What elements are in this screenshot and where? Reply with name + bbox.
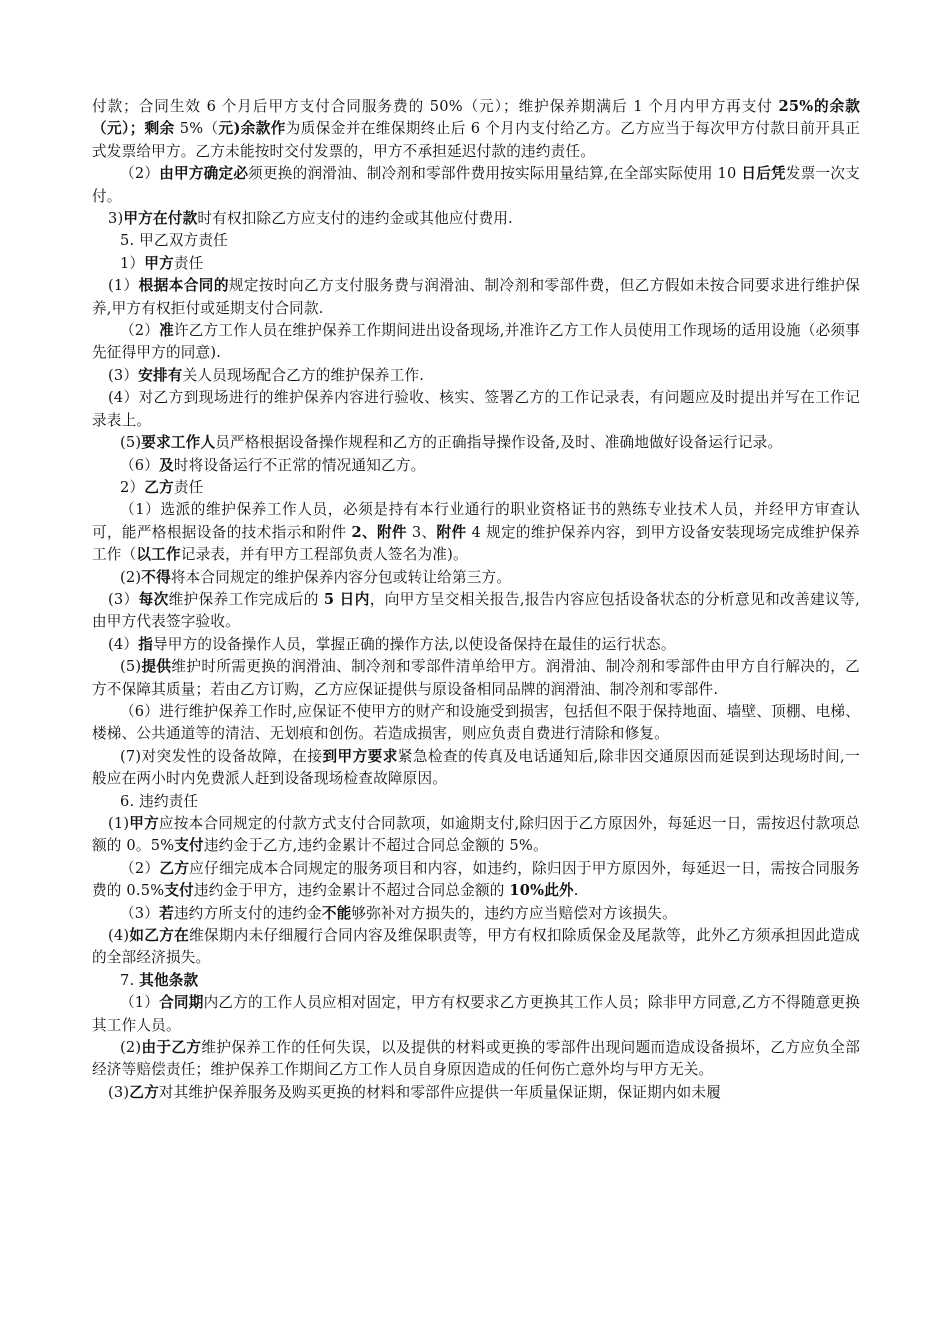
text-run: 内乙方的工作人员应相对固定，甲方有权要求乙方更换其工作人员；除非甲方同意,乙方不得随意更换其工作人员。 <box>92 994 860 1034</box>
text-run: (2) <box>120 1039 142 1057</box>
paragraph <box>92 656 860 701</box>
text-run: (3) <box>108 1083 130 1101</box>
text-run: (3） <box>108 366 139 384</box>
paragraph <box>92 163 860 208</box>
text-run: 发票一次支付。 <box>92 165 860 205</box>
text-run: (3） <box>108 590 139 608</box>
bold-text-run: 以工作 <box>136 546 181 564</box>
bold-text-run: 由甲方确定必 <box>159 165 249 183</box>
text-run: （6） <box>120 456 160 474</box>
bold-text-run: 若 <box>159 904 174 922</box>
document-page <box>92 96 860 1104</box>
text-run: (1) <box>108 815 130 832</box>
bold-text-run: 乙方 <box>144 478 174 496</box>
bold-text-run: 不能 <box>321 904 352 922</box>
bold-text-run: 到甲方要求 <box>322 747 398 765</box>
paragraph <box>92 858 860 903</box>
text-run: 违约方所支付的违约金 <box>173 904 322 922</box>
paragraph <box>92 1037 860 1082</box>
paragraph <box>92 96 860 163</box>
text-run: 1） <box>120 254 145 272</box>
paragraph <box>92 589 860 634</box>
text-run: （2） <box>120 859 160 877</box>
text-run: 3) <box>108 210 124 228</box>
bold-text-run: 甲方在付款 <box>123 210 198 228</box>
text-run: 维护保养工作的任何失误，以及提供的材料或更换的零部件出现问题而造成设备损坏，乙方应负全部经济等赔偿责任；维护保养工作期间乙方工作人员自身原因造成的任何伤亡意外均与甲方无关。 <box>92 1039 860 1079</box>
text-run: 维保期内未仔细履行合同内容及维保职责等，甲方有权扣除质保金及尾款等，此外乙方须承担因此造成的全部经济损失。 <box>92 927 860 967</box>
text-run: 5. 甲乙双方责任 <box>120 232 228 250</box>
bold-text-run: 5 日内 <box>323 590 370 608</box>
bold-text-run: 根据本合同的 <box>138 277 229 295</box>
text-run: 时有权扣除乙方应支付的违约金或其他应付费用. <box>197 210 513 228</box>
paragraph <box>92 387 860 432</box>
text-run: 紧急检查的传真及电话通知后,除非因交通原因而延误到达现场时间,一般应在两小时内免费派人赶到设备现场检查故障原因。 <box>92 747 860 788</box>
text-run: 付款；合同生效 6 个月后甲方支付合同服务费的 50%（元）；维护保养期满后 1 个月内甲方再支付 <box>92 98 779 115</box>
text-run: （2） <box>120 322 160 340</box>
text-run: 责任 <box>173 254 204 272</box>
text-run: 将本合同规定的维护保养内容分包或转让给第三方。 <box>170 568 512 586</box>
text-run: ，向甲方呈交相关报告,报告内容应包括设备状态的分析意见和改善建议等,由甲方代表签字验收。 <box>92 590 860 631</box>
paragraph <box>92 791 860 813</box>
text-run: (5) <box>120 658 142 676</box>
paragraph <box>92 925 860 970</box>
bold-text-run: 日后凭 <box>741 165 786 183</box>
bold-text-run: 元)余款作 <box>218 120 286 138</box>
text-run: 2） <box>120 478 145 496</box>
bold-text-run: 附件 <box>436 523 467 541</box>
paragraph <box>92 970 860 992</box>
paragraph <box>92 432 860 454</box>
paragraph <box>92 320 860 365</box>
text-run: (1） <box>108 277 139 295</box>
paragraph <box>92 992 860 1037</box>
text-run: 违约金于乙方,违约金累计不超过合同总金额的 5%。 <box>203 837 548 855</box>
text-run: （2） <box>120 165 160 183</box>
paragraph <box>92 499 860 566</box>
paragraph <box>92 275 860 320</box>
bold-text-run: 乙方 <box>159 859 190 877</box>
paragraph <box>92 567 860 589</box>
text-run: . <box>573 882 579 900</box>
bold-text-run: 支付 <box>164 882 194 900</box>
bold-text-run: 如乙方在 <box>129 927 190 945</box>
paragraph <box>92 903 860 925</box>
bold-text-run: 乙方 <box>129 1083 159 1101</box>
text-run: 时将设备运行不正常的情况通知乙方。 <box>173 456 426 474</box>
text-run: 许乙方工作人员在维护保养工作期间进出设备现场,并准许乙方工作人员使用工作现场的适用设施（必须事先征得甲方的同意). <box>92 322 860 362</box>
bold-text-run: 合同期 <box>159 994 204 1012</box>
text-run: 维护时所需更换的润滑油、制冷剂和零部件清单给甲方。润滑油、制冷剂和零部件由甲方自行解决的，乙方不保障其质量；若由乙方订购，乙方应保证提供与原设备相同品牌的润滑油、制冷剂和零部件. <box>92 658 860 698</box>
bold-text-run: 不得 <box>141 568 171 586</box>
paragraph <box>92 230 860 252</box>
text-run: (2) <box>120 568 142 586</box>
text-run: 员严格根据设备操作规程和乙方的正确指导操作设备,及时、准确地做好设备运行记录。 <box>215 434 783 452</box>
text-run: 规定按时向乙方支付服务费与润滑油、制冷剂和零部件费，但乙方假如未按合同要求进行维护保养,甲方有权拒付或延期支付合同款. <box>92 277 860 317</box>
text-run: 7. <box>120 971 140 989</box>
text-run: 维护保养工作完成后的 <box>168 590 324 608</box>
text-run: 责任 <box>173 478 204 496</box>
text-run: （6）进行维护保养工作时,应保证不使甲方的财产和设施受到损害，包括但不限于保持地面、墙壁、顶棚、电梯、楼梯、公共通道等的清洁、无划痕和创伤。若造成损害，则应负责自费进行清除和修复。 <box>92 702 860 743</box>
paragraph <box>92 813 860 858</box>
text-run: 应仔细完成本合同规定的服务项目和内容，如违约，除归因于甲方原因外，每延迟一日，需按合同服务费的 0.5% <box>92 859 860 900</box>
bold-text-run: 准 <box>159 322 174 340</box>
bold-text-run: 提供 <box>141 658 172 676</box>
bold-text-run: 甲方 <box>129 815 159 832</box>
paragraph <box>92 365 860 387</box>
text-run: 够弥补对方损失的，违约方应当赔偿对方该损失。 <box>351 904 677 922</box>
bold-text-run: 每次 <box>138 590 169 608</box>
bold-text-run: 支付 <box>174 837 204 855</box>
text-run: 5%（ <box>174 120 219 138</box>
text-run: 6. 违约责任 <box>120 792 199 810</box>
paragraph <box>92 746 860 791</box>
bold-text-run: 甲方 <box>144 254 174 272</box>
text-run: (7)对突发性的设备故障，在接 <box>120 747 323 765</box>
text-run: 3、 <box>406 523 437 541</box>
paragraph <box>92 477 860 499</box>
paragraph <box>92 634 860 656</box>
text-run: 应按本合同规定的付款方式支付合同款项，如逾期支付,除归因于乙方原因外，每延迟一日，需按迟付款项总额的 0。5% <box>92 815 860 855</box>
text-run: (5) <box>120 434 142 452</box>
paragraph <box>92 455 860 477</box>
paragraph <box>92 701 860 746</box>
text-run: 对其维护保养服务及购买更换的材料和零部件应提供一年质量保证期，保证期内如未履 <box>158 1083 722 1101</box>
bold-text-run: 25%的余款（元）；剩余 <box>92 98 860 138</box>
text-run: （3） <box>120 904 160 922</box>
bold-text-run: 指 <box>138 635 153 653</box>
paragraph <box>92 1082 860 1104</box>
paragraph <box>92 208 860 230</box>
text-run: 关人员现场配合乙方的维护保养工作. <box>182 366 425 384</box>
text-run: (4）对乙方到现场进行的维护保养内容进行验收、核实、签署乙方的工作记录表，有问题应及时提出并写在工作记录表上。 <box>92 389 860 429</box>
text-run: （1） <box>120 994 160 1012</box>
bold-text-run: 及 <box>159 456 174 474</box>
bold-text-run: 安排有 <box>138 366 183 384</box>
bold-text-run: 其他条款 <box>139 971 199 989</box>
text-run: （1）选派的维护保养工作人员，必须是持有本行业通行的职业资格证书的熟练专业技术人员，并经甲方审查认可，能严格根据设备的技术指示和附件 <box>92 501 860 541</box>
text-run: 4 规定的维护保养内容，到甲方设备安装现场完成维护保养工作（ <box>92 523 860 564</box>
text-run: 须更换的润滑油、制冷剂和零部件费用按实际用量结算,在全部实际使用 10 <box>248 165 742 183</box>
text-run: (4） <box>108 635 139 653</box>
bold-text-run: 10%此外 <box>509 882 574 900</box>
text-run: 为质保金并在维保期终止后 6 个月内支付给乙方。乙方应当于每次甲方付款日前开具正式发票给甲方。乙方未能按时交付发票的，甲方不承担延迟付款的违约责任。 <box>92 120 861 160</box>
text-run: 导甲方的设备操作人员，掌握正确的操作方法,以使设备保持在最佳的运行状态。 <box>152 635 676 653</box>
paragraph <box>92 253 860 275</box>
text-run: 记录表，并有甲方工程部负责人签名为准)。 <box>180 546 468 564</box>
text-run: (4) <box>108 927 130 945</box>
bold-text-run: 由于乙方 <box>141 1039 202 1057</box>
bold-text-run: 2、附件 <box>351 523 407 541</box>
bold-text-run: 要求工作人 <box>141 434 216 452</box>
text-run: 违约金于甲方，违约金累计不超过合同总金额的 <box>193 882 510 900</box>
